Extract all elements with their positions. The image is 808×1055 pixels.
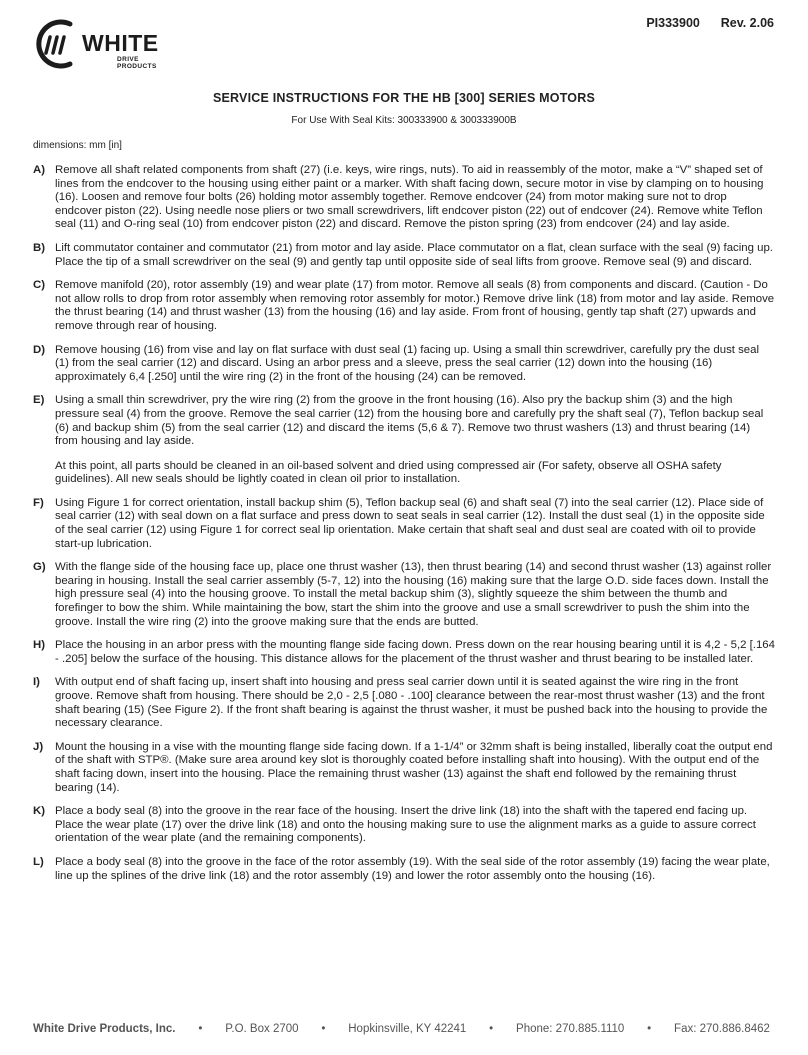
document-number: PI333900 — [646, 16, 700, 30]
instruction-step — [33, 344, 775, 385]
step-letter: D) — [33, 343, 46, 356]
step-paragraph: Place a body seal (8) into the groove in the face of the rotor assembly (19). With the seal side of the rotor assembly (19) facing the wear plate, line up the splines of the drive link (18) and the rotor assembly (19) and lower the rotor assembly onto the housing (16). — [55, 855, 770, 882]
step-body — [55, 805, 775, 846]
instruction-step — [33, 676, 775, 730]
instruction-step — [33, 805, 775, 846]
logo-subtitle: DRIVE PRODUCTS — [117, 56, 157, 70]
logo-mark-icon — [30, 18, 86, 70]
step-letter: L) — [33, 855, 44, 868]
footer-po-box: P.O. Box 2700 — [225, 1023, 299, 1035]
page-title: SERVICE INSTRUCTIONS FOR THE HB [300] SERIES MOTORS — [212, 91, 595, 105]
step-letter: G) — [33, 561, 46, 574]
step-paragraph: With the flange side of the housing face up, place one thrust washer (13), then thrust bearing (14) and second thrust washer (13) against roller bearing in housing. Install the seal carrier assembly (5-7, 12) into the housing (16) making sure that the large O.D. side faces down. Install the high pressure seal (4) into the housing groove. To install the metal backup shim (3), slightly squeeze the shim between the thumb and forefinger to bow the shim. While maintaining the bow, start the shim into the groove and use a small screwdriver to push the shim into the groove. Install the wire ring (2) into the groove making sure that the ends are butted. — [55, 561, 772, 628]
step-body — [55, 741, 775, 795]
instruction-step — [33, 394, 775, 487]
step-letter: J) — [33, 740, 44, 753]
instruction-step — [33, 639, 775, 666]
footer-company: White Drive Products, Inc. — [33, 1023, 176, 1035]
step-body — [55, 639, 775, 666]
step-paragraph: Place a body seal (8) into the groove in the rear face of the housing. Insert the drive link (18) into the shaft with the tapered end facing up. Place the wear plate (17) over the drive link (18) and onto the housing making sure to use the alignment marks as a guide to assure correct orientation of the wear plate (and the remaining components). — [55, 805, 756, 845]
step-body — [55, 676, 775, 730]
step-paragraph: Place the housing in an arbor press with the mounting flange side facing down. Press down on the rear housing bearing until it is 4,2 - 5,2 [.164 - .205] below the surface of the housing. This distance allows for the placement of the thrust washer and thrust bearing to be installed later. — [55, 639, 775, 665]
step-body — [55, 497, 775, 551]
step-paragraph: Using a small thin screwdriver, pry the wire ring (2) from the groove in the front housing (16). Also pry the backup shim (3) and the high pressure seal (4) from the groove. Remove the seal carrier (12) from the housing bore and carefully pry the shaft seal (7), Teflon backup seal (6) and backup shim (5) from the seal carrier (12) and discard the items (5,6 & 7). Remove two thrust washers (13) and thrust bearing (14) from housing and lay aside. — [55, 394, 764, 448]
instruction-step — [33, 279, 775, 333]
step-body — [55, 561, 775, 629]
step-body — [55, 164, 775, 232]
footer-phone: Phone: 270.885.1110 — [516, 1023, 625, 1035]
step-paragraph: At this point, all parts should be cleaned in an oil-based solvent and dried using compressed air (For safety, observe all OSHA safety guidelines). All new seals should be lightly coated in clean oil prior to installation. — [55, 459, 722, 486]
step-paragraph: Remove manifold (20), rotor assembly (19) and wear plate (17) from motor. Remove all seals (8) from components and discard. (Caution - Do not allow rolls to drop from rotor assembly when removing rotor assembly for motor.) Remove drive link (18) from motor and lay aside. Remove the thrust bearing (14) and thrust washer (13) from the housing (16) and lay aside. From front of housing, gently tap shaft (27) upwards and remove through rear of housing. — [55, 279, 775, 332]
instruction-step — [33, 741, 775, 795]
document-info — [646, 16, 774, 30]
document-revision: Rev. 2.06 — [720, 16, 774, 30]
step-letter: B) — [33, 241, 46, 254]
footer-separator: • — [489, 1023, 494, 1035]
step-body — [55, 242, 775, 269]
footer-fax: Fax: 270.886.8462 — [674, 1023, 770, 1035]
logo-wordmark: WHITE — [82, 30, 159, 56]
instruction-steps — [33, 164, 775, 893]
footer-separator: • — [321, 1023, 326, 1035]
step-paragraph: With output end of shaft facing up, insert shaft into housing and press seal carrier down until it is seated against the wire ring in the front groove. Remove shaft from housing. There should be 2,0 - 2,5 [.080 - .100] clearance between the rear-most thrust washer (13) and the front shaft bearing (15) (See Figure 2). If the front shaft bearing is against the thrust washer, it must be pushed back into the housing to provide the necessary clearance. — [55, 676, 768, 730]
instruction-step — [33, 856, 775, 883]
page-footer — [33, 1023, 770, 1035]
dimensions-note: dimensions: mm [in] — [33, 140, 122, 151]
step-letter: H) — [33, 639, 46, 652]
step-body — [55, 394, 775, 487]
instruction-step — [33, 242, 775, 269]
step-body — [55, 279, 775, 333]
instruction-step — [33, 561, 775, 629]
step-paragraph: Remove housing (16) from vise and lay on flat surface with dust seal (1) facing up. Using a small thin screwdriver, carefully pry the dust seal (1) from the seal carrier (12) and discard. Using an arbor press and a sleeve, press the seal carrier (12) down into the housing (16) approximately 6,4 [.250] until the wire ring (2) in the front of the housing (24) can be removed. — [55, 343, 760, 383]
step-letter: C) — [33, 279, 46, 292]
step-paragraph: Using Figure 1 for correct orientation, install backup shim (5), Teflon backup seal (6) and shaft seal (7) into the seal carrier (12). Place side of seal carrier (12) with seal down on a flat surface and press down to seat seals in seal carrier (12). Install the dust seal (1) in the opposite side of the seal carrier (12) using Figure 1 for correct seal lip orientation. Make certain that shaft seal and dust seal are coated with oil to provide start-up lubrication. — [55, 496, 765, 550]
step-body — [55, 856, 775, 883]
step-letter: K) — [33, 805, 46, 818]
step-paragraph: Lift commutator container and commutator (21) from motor and lay aside. Place commutator on a flat, clean surface with the seal (9) facing up. Place the tip of a small screwdriver on the seal (9) and gently tap until opposite side of seal lifts from groove. Remove seal (9) and discard. — [55, 241, 773, 268]
step-letter: I) — [33, 676, 40, 689]
footer-separator: • — [647, 1023, 652, 1035]
step-letter: F) — [33, 496, 44, 509]
step-paragraph: Mount the housing in a vise with the mounting flange side facing down. If a 1-1/4” or 32mm shaft is being installed, liberally coat the output end of the shaft with STP®. (Make sure area around key slot is thoroughly coated before installing shaft into housing). With the output end of the shaft facing down, insert into the housing. Place the remaining thrust washer (13) against the shaft end followed by the remaining thrust bearing (14). — [55, 740, 773, 794]
instruction-step — [33, 164, 775, 232]
instruction-step — [33, 497, 775, 551]
step-paragraph: Remove all shaft related components from shaft (27) (i.e. keys, wire rings, nuts). To aid in reassembly of the motor, make a “V” shaped set of lines from the endcover to the housing using either paint or a marker. With shaft facing down, secure motor in vise by clamping on to housing (16). Loosen and remove four bolts (26) holding motor assembly together. Remove endcover (24) from motor making sure not to drop endcover piston (22). Using needle nose pliers or two small screwdrivers, lift endcover piston (22) out of endcover (24). Remove white Teflon seal (11) and O-ring seal (10) from endcover piston (22) and discard. Remove the piston spring (23) from endcover (24) and lay aside. — [55, 164, 764, 231]
step-letter: A) — [33, 164, 46, 176]
footer-separator: • — [198, 1023, 203, 1035]
footer-city: Hopkinsville, KY 42241 — [348, 1023, 467, 1035]
step-letter: E) — [33, 394, 45, 407]
page-subtitle: For Use With Seal Kits: 300333900 & 300333900B — [291, 115, 517, 126]
step-body — [55, 344, 775, 385]
company-logo — [30, 18, 180, 70]
